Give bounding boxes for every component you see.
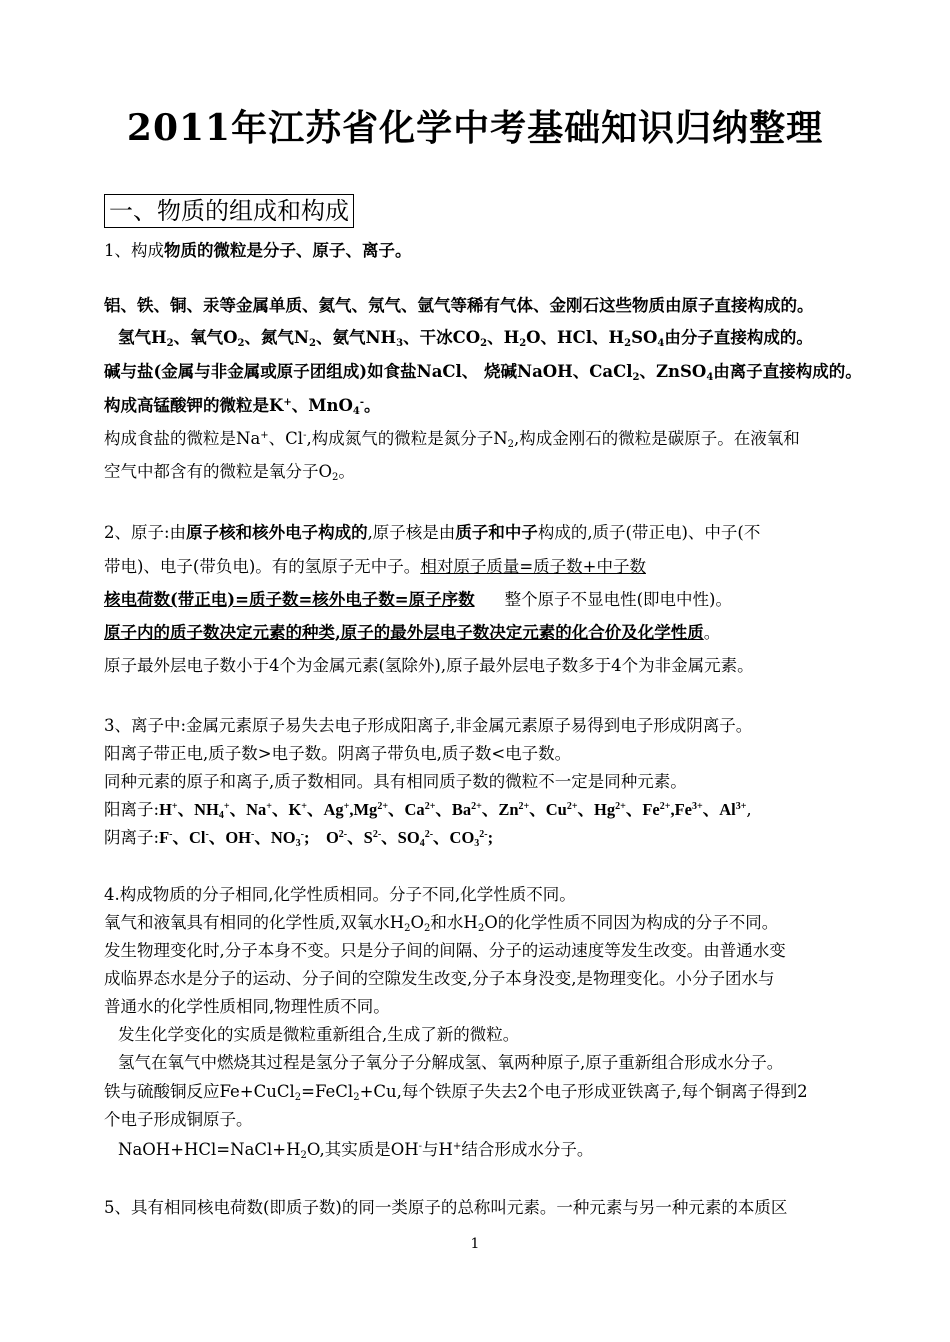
- page-title: 2011年江苏省化学中考基础知识归纳整理: [126, 107, 824, 149]
- p2-line-3: 核电荷数(带正电)=质子数=核外电子数=原子序数 整个原子不显电性(即电中性)。: [104, 590, 732, 609]
- p3-line-2: 阳离子带正电,质子数>电子数。阴离子带负电,质子数<电子数。: [104, 744, 572, 763]
- p4-line-6: 发生化学变化的实质是微粒重新组合,生成了新的微粒。: [118, 1025, 520, 1044]
- p4-line-8: 铁与硫酸铜反应Fe+CuCl$_2$=FeCl$_2$+Cu,每个铁原子失去2个电子形成亚铁离子,每个铜离子得到2: [104, 1082, 808, 1103]
- p1-ionic: 碱与盐(金属与非金属或原子团组成)如食盐NaCl、 烧碱NaOH、CaCl$_2$、ZnSO$_4$由离子直接构成的。: [104, 362, 862, 383]
- p1-air: 空气中都含有的微粒是氧分子$O_2$。: [104, 462, 355, 483]
- p3-anions: 阴离子:F-、Cl-、OH-、$NO_3^-$; $O^{2-}$、$S^{2-}$、$SO_4^{2-}$、$CO_3^{2-}$;: [104, 828, 494, 849]
- section-heading: 一、物质的组成和构成: [104, 194, 354, 228]
- p3-cations: 阳离子:H+、$NH_4^+$、Na+、K+、$Ag^+,Mg^{2+}$、$Ca^{2+}$、$Ba^{2+}$、$Zn^{2+}$、$Cu^{2+}$、$Hg^{2+}$、$Fe^{2+},Fe^{3+}$、$Al^{3+}$,: [104, 800, 752, 821]
- p1-salt: 构成食盐的微粒是Na+、Cl-,构成氮气的微粒是氮分子$N_2$,构成金刚石的微粒是碳原子。在液氧和: [104, 429, 800, 450]
- p3-line-3: 同种元素的原子和离子,质子数相同。具有相同质子数的微粒不一定是同种元素。: [104, 772, 687, 791]
- p2-line-1: 2、原子:由原子核和核外电子构成的,原子核是由质子和中子构成的,质子(带正电)、中子(不: [104, 523, 761, 542]
- p1-line-1: 1、构成物质的微粒是分子、原子、离子。: [104, 241, 412, 260]
- p5-line-1: 5、具有相同核电荷数(即质子数)的同一类原子的总称叫元素。一种元素与另一种元素的本质区: [104, 1198, 788, 1217]
- p4-line-3: 发生物理变化时,分子本身不变。只是分子间的间隔、分子的运动速度等发生改变。由普通水变: [104, 941, 786, 960]
- p4-line-4: 成临界态水是分子的运动、分子间的空隙发生改变,分子本身没变,是物理变化。小分子团水与: [104, 969, 775, 988]
- page-number: 1: [470, 1236, 480, 1252]
- p1-kmno4: 构成高锰酸钾的微粒是K+、MnO$_4$-。: [104, 396, 381, 417]
- p1-metals: 铝、铁、铜、汞等金属单质、氦气、氖气、氩气等稀有气体、金刚石这些物质由原子直接构成的。: [104, 296, 814, 315]
- p3-line-1: 3、离子中:金属元素原子易失去电子形成阳离子,非金属元素原子易得到电子形成阴离子。: [104, 716, 753, 735]
- p4-line-7: 氢气在氧气中燃烧其过程是氢分子氧分子分解成氢、氧两种原子,原子重新组合形成水分子。: [118, 1053, 784, 1072]
- p4-line-5: 普通水的化学性质相同,物理性质不同。: [104, 997, 390, 1016]
- p2-line-5: 原子最外层电子数小于4个为金属元素(氢除外),原子最外层电子数多于4个为非金属元素。: [104, 656, 754, 675]
- p2-line-2: 带电)、电子(带负电)。有的氢原子无中子。相对原子质量=质子数+中子数: [104, 557, 646, 576]
- p4-line-2: 氧气和液氧具有相同的化学性质,双氧水$H_2O_2$和水$H_2O$的化学性质不同因为构成的分子不同。: [104, 913, 779, 934]
- p4-line-10: $NaOH+HCl=NaCl+H_2O$,其实质是OH-与H+结合形成水分子。: [118, 1140, 594, 1161]
- p2-line-4: 原子内的质子数决定元素的种类,原子的最外层电子数决定元素的化合价及化学性质。: [104, 623, 721, 642]
- p4-line-1: 4.构成物质的分子相同,化学性质相同。分子不同,化学性质不同。: [104, 885, 576, 904]
- p4-line-9: 个电子形成铜原子。: [104, 1110, 253, 1129]
- p1-molecules: 氢气$H_2$、氧气$O_2$、氮气$N_2$、氨气$NH_3$、干冰$CO_2$、$H_2O$、HCl、$H_2SO_4$由分子直接构成的。: [118, 328, 813, 349]
